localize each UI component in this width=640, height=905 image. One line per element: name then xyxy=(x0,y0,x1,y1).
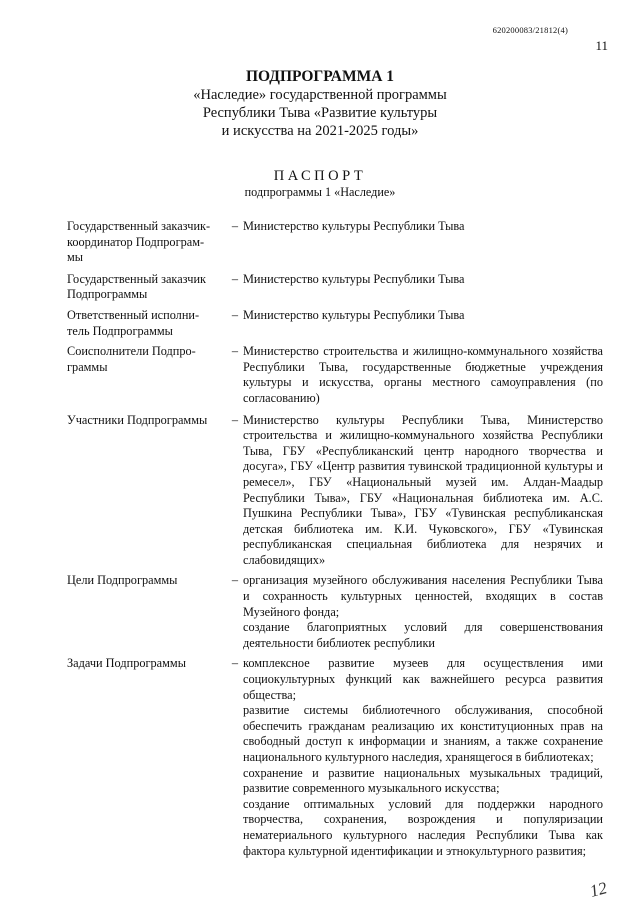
passport-header xyxy=(0,167,640,200)
passport-row xyxy=(67,344,603,406)
row-dash: – xyxy=(231,412,239,427)
row-value xyxy=(243,573,603,651)
page-number: 11 xyxy=(595,38,608,53)
row-dash: – xyxy=(231,573,239,588)
row-label-line: Ответственный исполни- xyxy=(67,307,200,322)
row-value-paragraph: сохранение и развитие национальных музыкальных традиций, развитие современного музыкального искусства; xyxy=(243,765,603,796)
title-heading: ПОДПРОГРАММА 1 xyxy=(245,68,395,85)
row-value-paragraph: создание оптимальных условий для поддержки народного творчества, сохранения, возрождения и популяризации нематериального культурного наследия Республики Тыва как фактора культурной идентификации и этнокультурного развития; xyxy=(243,796,603,858)
passport-heading: ПАСПОРТ xyxy=(273,168,367,184)
subprogram-title xyxy=(0,68,640,140)
row-value xyxy=(243,413,603,569)
row-label-line: Цели Подпрограммы xyxy=(67,573,178,588)
row-value xyxy=(243,344,603,406)
row-label-line: Соисполнители Подпро- xyxy=(67,344,196,359)
row-value xyxy=(243,308,603,339)
title-line-4: и искусства на 2021-2025 годы» xyxy=(221,123,419,139)
row-label-line: Государственный заказчик- xyxy=(67,219,211,233)
passport-row xyxy=(67,308,603,339)
row-dash: – xyxy=(231,271,239,286)
row-label-line: Государственный заказчик xyxy=(67,271,207,286)
row-dash: – xyxy=(231,656,239,671)
row-dash: – xyxy=(231,344,239,359)
row-value-paragraph: организация музейного обслуживания населения Республики Тыва и сохранность культурных ценностей, входящих в состав Музейного фонда; xyxy=(243,573,603,619)
row-value-paragraph: Министерство культуры Республики Тыва xyxy=(243,219,465,233)
row-value-paragraph: Министерство культуры Республики Тыва xyxy=(243,271,465,286)
row-label xyxy=(67,573,227,651)
row-label xyxy=(67,308,227,339)
row-value-paragraph: создание благоприятных условий для совершенствования деятельности библиотек республики xyxy=(243,620,603,650)
passport-row xyxy=(67,272,603,303)
row-label-line: Подпрограммы xyxy=(67,287,148,302)
passport-row xyxy=(67,413,603,569)
row-value-paragraph: развитие системы библиотечного обслуживания, способной обеспечить гражданам реализацию их конституционных прав на свободный доступ к информации и знаниям, а также сохранение национального культурного наследия, хранящегося в библиотеках; xyxy=(243,703,603,764)
row-label xyxy=(67,413,227,569)
row-label-line: Участники Подпрограммы xyxy=(67,412,208,427)
row-value xyxy=(243,272,603,303)
row-value xyxy=(243,656,603,859)
row-value xyxy=(243,219,603,266)
row-value-paragraph: Министерство культуры Республики Тыва xyxy=(243,307,465,322)
row-value-paragraph: Министерство культуры Республики Тыва, Министерство строительства и жилищно-коммунального хозяйства Республики Тыва, ГБУ «Республиканский центр народного творчества и досуга», ГБУ «Центр развития тувинской традиционной культуры и ремесел», ГБУ «Национальный музей им. Алдан-Маадыр Республики Тыва», ГБУ «Национальная библиотека им. А.С. Пушкина Республики Тыва», ГБУ «Тувинская республиканская детская библиотека им. К.И. Чуковского», ГБУ «Тувинская республиканская специальная библиотека для незрячих и слабовидящих» xyxy=(243,412,603,567)
row-label xyxy=(67,219,227,266)
row-dash: – xyxy=(231,307,239,322)
document-id: 620200083/21812(4) xyxy=(492,25,568,35)
row-label-line: мы xyxy=(67,250,84,265)
row-label xyxy=(67,656,227,859)
row-label-line: Задачи Подпрограммы xyxy=(67,656,186,671)
row-label-line: граммы xyxy=(67,359,108,374)
passport-row xyxy=(67,219,603,266)
row-label xyxy=(67,344,227,406)
row-label xyxy=(67,272,227,303)
row-value-paragraph: комплексное развитие музеев для осуществления ими социокультурных функций как важнейшего ресурса развития общества; xyxy=(243,656,603,702)
row-value-paragraph: Министерство строительства и жилищно-коммунального хозяйства Республики Тыва, государственные бюджетные учреждения культуры и искусства, органы местного самоуправления (по согласованию) xyxy=(243,344,603,405)
row-dash: – xyxy=(231,219,239,233)
title-line-2: «Наследие» государственной программы xyxy=(193,87,447,103)
row-label-line: координатор Подпрограм- xyxy=(67,234,205,249)
row-label-line: тель Подпрограммы xyxy=(67,323,173,338)
passport-row xyxy=(67,573,603,651)
passport-table xyxy=(67,219,603,859)
title-line-3: Республики Тыва «Развитие культуры xyxy=(202,105,438,121)
passport-row xyxy=(67,656,603,859)
handwritten-page-mark: 12 xyxy=(587,878,610,901)
passport-subheading: подпрограммы 1 «Наследие» xyxy=(244,185,396,199)
